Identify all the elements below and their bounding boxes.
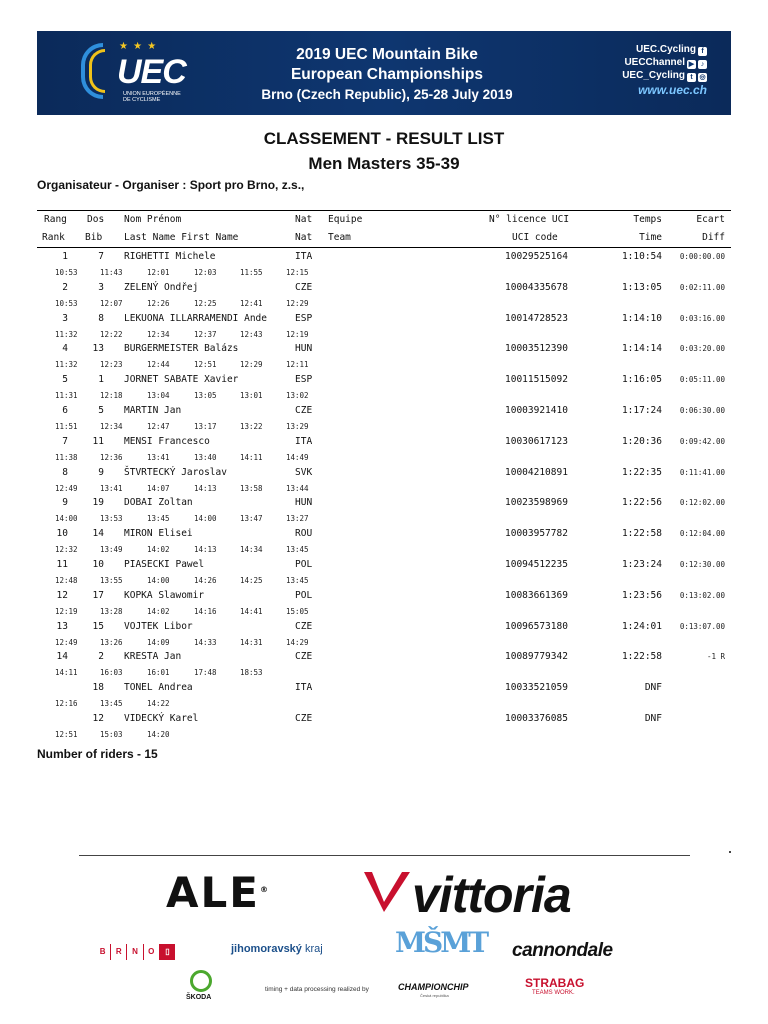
name-cell: VIDECKÝ Karel — [124, 713, 199, 724]
lap-time-cell: 12:29 — [240, 360, 263, 370]
lap-time-cell: 12:47 — [147, 422, 170, 431]
uci-code-cell: 10094512235 — [505, 559, 568, 570]
lap-time-cell: 10:53 — [55, 298, 78, 308]
nat-cell: ITA — [295, 251, 313, 262]
lap-time-cell: 13:58 — [240, 483, 263, 493]
lap-time-cell: 13:49 — [100, 545, 123, 555]
bib-cell: 12 — [92, 713, 104, 724]
strabag-tagline: TEAMS WORK. — [532, 990, 575, 996]
lap-time-cell: 14:20 — [147, 730, 170, 739]
name-cell: TONEL Andrea — [124, 682, 193, 694]
lap-time-cell: 17:48 — [194, 668, 217, 678]
bib-cell: 17 — [92, 589, 104, 601]
time-cell: 1:13:05 — [621, 281, 662, 293]
diff-cell: 0:05:11.00 — [679, 375, 725, 385]
rank-cell: 3 — [62, 312, 68, 324]
nat-cell: CZE — [295, 651, 313, 663]
lap-time-cell: 12:49 — [55, 483, 78, 493]
lap-time-cell: 13:45 — [100, 699, 123, 709]
nat-cell: HUN — [295, 497, 313, 509]
bib-cell: 3 — [98, 281, 104, 293]
social-links — [597, 43, 707, 97]
timing-credit: timing + data processing realized by — [265, 986, 369, 993]
championchip-sub: Česká republika — [420, 993, 449, 998]
header-diff-en: Diff — [702, 232, 725, 243]
lap-time-cell: 13:04 — [147, 391, 170, 401]
lap-time-cell: 12:51 — [194, 360, 217, 370]
social-facebook[interactable]: UEC.Cycling f — [597, 43, 707, 56]
header-bib-en: Bib — [85, 232, 103, 243]
lap-time-cell: 14:02 — [147, 606, 170, 616]
rank-cell: 11 — [56, 559, 68, 570]
stars-icon: ★ ★ ★ — [119, 41, 158, 52]
lap-time-cell: 12:48 — [55, 576, 78, 585]
lap-time-cell: 14:00 — [147, 576, 170, 585]
lap-time-cell: 12:49 — [55, 637, 78, 647]
header-name-en: Last Name First Name — [124, 232, 239, 243]
lap-time-cell: 13:27 — [286, 514, 309, 524]
lap-time-cell: 11:38 — [55, 452, 78, 462]
lap-time-cell: 12:11 — [286, 360, 309, 370]
lap-time-cell: 13:53 — [100, 514, 123, 524]
lap-time-cell: 14:26 — [194, 576, 217, 585]
skoda-label: ŠKODA — [186, 994, 212, 1001]
uci-code-cell: 10004335678 — [505, 281, 568, 293]
header-time-en: Time — [639, 232, 662, 243]
time-cell: 1:14:10 — [621, 312, 662, 324]
rank-cell: 9 — [62, 497, 68, 509]
lap-time-cell: 11:43 — [100, 268, 123, 277]
bib-cell: 19 — [92, 497, 104, 509]
rank-cell: 7 — [62, 435, 68, 447]
nat-cell: CZE — [295, 405, 313, 416]
instagram-icon: ◎ — [699, 74, 706, 81]
lap-time-cell: 13:44 — [286, 483, 309, 493]
ale-logo: ALE® — [166, 868, 270, 917]
bib-cell: 13 — [92, 343, 104, 355]
lap-time-cell: 18:53 — [240, 668, 263, 678]
lap-time-cell: 12:44 — [147, 360, 170, 370]
bib-cell: 1 — [98, 374, 104, 386]
document-title: CLASSEMENT - RESULT LIST — [263, 129, 505, 148]
bib-cell: 9 — [98, 466, 104, 478]
uci-code-cell: 10003921410 — [505, 405, 568, 416]
lap-time-cell: 12:22 — [100, 329, 123, 339]
lap-time-cell: 12:34 — [147, 329, 170, 339]
lap-time-cell: 14:34 — [240, 545, 263, 555]
website-link[interactable]: www.uec.ch — [638, 83, 707, 97]
uci-code-cell: 10089779342 — [505, 651, 568, 663]
lap-time-cell: 12:07 — [100, 298, 123, 308]
diff-cell: 0:11:41.00 — [679, 467, 725, 477]
lap-time-cell: 12:03 — [194, 268, 217, 277]
name-cell: KRESTA Jan — [124, 651, 182, 663]
lap-time-cell: 14:22 — [147, 699, 170, 709]
sponsor-divider — [79, 855, 690, 856]
social-twitter[interactable]: UEC_Cycling t ◎ — [622, 70, 706, 81]
lap-time-cell: 13:45 — [286, 545, 309, 555]
nat-cell: ROU — [295, 528, 313, 540]
lap-time-cell: 11:51 — [55, 422, 78, 431]
name-cell: RIGHETTI Michele — [124, 251, 216, 262]
name-cell: BURGERMEISTER Balázs — [124, 343, 239, 355]
time-cell: 1:22:58 — [621, 528, 662, 540]
time-cell: 1:17:24 — [621, 405, 662, 416]
time-cell: 1:23:24 — [621, 559, 662, 570]
lap-time-cell: 13:55 — [100, 576, 123, 585]
bib-cell: 10 — [92, 559, 104, 570]
lap-time-cell: 14:00 — [55, 514, 78, 524]
lap-time-cell: 12:34 — [100, 422, 123, 431]
name-cell: MIRON Elisei — [124, 528, 193, 540]
header-team-fr: Equipe — [328, 214, 363, 225]
lap-time-cell: 14:13 — [194, 545, 217, 555]
name-cell: JORNET SABATE Xavier — [124, 374, 239, 386]
uci-code-cell: 10083661369 — [505, 589, 568, 601]
nat-cell: POL — [295, 589, 313, 601]
name-cell: ZELENÝ Ondřej — [124, 281, 199, 293]
bib-cell: 18 — [92, 682, 104, 694]
table-header-rule — [37, 247, 731, 248]
nat-cell: ITA — [295, 682, 313, 694]
brno-logo: B R N O ▯ — [95, 944, 175, 960]
cannondale-logo: cannondale — [512, 940, 613, 961]
uci-code-cell: 10011515092 — [505, 374, 568, 386]
lap-time-cell: 13:45 — [286, 576, 309, 585]
lap-time-cell: 12:25 — [194, 298, 217, 308]
uci-code-cell: 10003376085 — [505, 713, 568, 724]
diff-cell: 0:13:07.00 — [679, 621, 725, 631]
vittoria-logo: vittoria — [412, 867, 571, 923]
uec-logo: UEC — [117, 53, 186, 91]
lap-time-cell: 13:41 — [147, 452, 170, 462]
lap-time-cell: 12:01 — [147, 268, 170, 277]
organiser-line: Organisateur - Organiser : Sport pro Brno, z.s., — [37, 178, 305, 192]
lap-time-cell: 13:47 — [240, 514, 263, 524]
name-cell: DOBAI Zoltan — [124, 497, 193, 509]
lap-time-cell: 12:23 — [100, 360, 123, 370]
lap-time-cell: 14:11 — [240, 452, 263, 462]
bib-cell: 5 — [98, 405, 104, 416]
lap-time-cell: 14:00 — [194, 514, 217, 524]
lap-time-cell: 14:31 — [240, 637, 263, 647]
lap-time-cell: 15:05 — [286, 606, 309, 616]
header-name-fr: Nom Prénom — [124, 214, 182, 225]
lap-time-cell: 12:32 — [55, 545, 78, 555]
bib-cell: 8 — [98, 312, 104, 324]
lap-time-cell: 16:01 — [147, 668, 170, 678]
time-cell: 1:23:56 — [621, 589, 662, 601]
rank-cell: 13 — [56, 620, 68, 632]
uci-code-cell: 10003957782 — [505, 528, 568, 540]
nat-cell: HUN — [295, 343, 313, 355]
lap-time-cell: 14:29 — [286, 637, 309, 647]
uci-code-cell: 10030617123 — [505, 435, 568, 447]
bib-cell: 7 — [98, 251, 104, 262]
lap-time-cell: 16:03 — [100, 668, 123, 678]
lap-time-cell: 14:33 — [194, 637, 217, 647]
lap-time-cell: 13:01 — [240, 391, 263, 401]
vittoria-v-icon — [362, 868, 412, 916]
uci-code-cell: 10003512390 — [505, 343, 568, 355]
lap-time-cell: 13:45 — [147, 514, 170, 524]
lap-time-cell: 14:41 — [240, 606, 263, 616]
time-cell: DNF — [644, 713, 662, 724]
diff-cell: -1 R — [706, 652, 725, 662]
lap-time-cell: 13:05 — [194, 391, 217, 401]
table-top-rule — [37, 210, 731, 211]
tiktok-icon: ♪ — [698, 60, 707, 69]
riders-count: Number of riders - 15 — [37, 747, 158, 761]
bib-cell: 11 — [92, 435, 104, 447]
event-title-line3: Brno (Czech Republic), 25-28 July 2019 — [261, 87, 513, 102]
lap-time-cell: 14:13 — [194, 483, 217, 493]
skoda-logo-icon — [190, 970, 212, 992]
nat-cell: CZE — [295, 281, 313, 293]
lap-time-cell: 12:18 — [100, 391, 123, 401]
diff-cell: 0:13:02.00 — [679, 590, 725, 600]
time-cell: 1:22:56 — [621, 497, 662, 509]
uci-code-cell: 10023598969 — [505, 497, 568, 509]
nat-cell: ITA — [295, 435, 313, 447]
championchip-logo: CHAMPIONCHIP — [398, 982, 469, 992]
page-dot — [729, 851, 731, 853]
header-nat-fr: Nat — [295, 214, 313, 225]
jihomoravsky-kraj-logo: jihomoravský kraj — [231, 943, 323, 955]
header-rank-en: Rank — [42, 232, 65, 243]
nat-cell: ESP — [295, 374, 313, 386]
rank-cell: 10 — [56, 528, 68, 540]
rank-cell: 5 — [62, 374, 68, 386]
lap-time-cell: 11:55 — [240, 268, 263, 277]
lap-time-cell: 13:41 — [100, 483, 123, 493]
lap-time-cell: 11:32 — [55, 329, 78, 339]
header-nat-en: Nat — [295, 232, 313, 243]
diff-cell: 0:12:02.00 — [679, 498, 725, 508]
nat-cell: SVK — [295, 466, 313, 478]
diff-cell: 0:09:42.00 — [679, 436, 725, 446]
diff-cell: 0:02:11.00 — [679, 282, 725, 292]
category-title: Men Masters 35-39 — [308, 154, 460, 173]
rank-cell: 14 — [56, 651, 68, 663]
diff-cell: 0:12:04.00 — [679, 529, 725, 539]
lap-time-cell: 12:41 — [240, 298, 263, 308]
lap-time-cell: 14:49 — [286, 452, 309, 462]
name-cell: KOPKA Slawomir — [124, 589, 205, 601]
uci-code-cell: 10014728523 — [505, 312, 568, 324]
social-youtube[interactable]: UECChannel ▶ ♪ — [597, 56, 707, 69]
header-banner — [37, 31, 731, 115]
header-bib-fr: Dos — [87, 214, 105, 225]
lap-time-cell: 10:53 — [55, 268, 78, 277]
diff-cell: 0:03:20.00 — [679, 344, 725, 354]
lap-time-cell: 13:26 — [100, 637, 123, 647]
diff-cell: 0:06:30.00 — [679, 406, 725, 415]
lap-time-cell: 12:37 — [194, 329, 217, 339]
diff-cell: 0:03:16.00 — [679, 313, 725, 323]
name-cell: MENSI Francesco — [124, 435, 210, 447]
time-cell: 1:22:35 — [621, 466, 662, 478]
nat-cell: POL — [295, 559, 313, 570]
youtube-icon: ▶ — [688, 61, 695, 68]
lap-time-cell: 12:26 — [147, 298, 170, 308]
lap-time-cell: 14:02 — [147, 545, 170, 555]
header-diff-fr: Ecart — [696, 214, 725, 225]
uci-code-cell: 10033521059 — [505, 682, 568, 694]
bib-cell: 14 — [92, 528, 104, 540]
lap-time-cell: 14:25 — [240, 576, 263, 585]
lap-time-cell: 13:40 — [194, 452, 217, 462]
name-cell: ŠTVRTECKÝ Jaroslav — [124, 466, 227, 478]
lap-time-cell: 15:03 — [100, 730, 123, 739]
name-cell: VOJTEK Libor — [124, 620, 193, 632]
nat-cell: ESP — [295, 312, 313, 324]
rank-cell: 6 — [62, 405, 68, 416]
event-title — [227, 45, 547, 105]
lap-time-cell: 12:15 — [286, 268, 309, 277]
lap-time-cell: 12:19 — [55, 606, 78, 616]
time-cell: 1:16:05 — [621, 374, 662, 386]
time-cell: DNF — [644, 682, 662, 694]
rank-cell: 4 — [62, 343, 68, 355]
header-licence-fr: N° licence UCI — [489, 214, 570, 225]
bib-cell: 2 — [98, 651, 104, 663]
lap-time-cell: 14:09 — [147, 637, 170, 647]
lap-time-cell: 12:51 — [55, 730, 78, 739]
uci-code-cell: 10004210891 — [505, 466, 568, 478]
name-cell: LEKUONA ILLARRAMENDI Ande — [124, 312, 267, 324]
lap-time-cell: 14:16 — [194, 606, 217, 616]
facebook-icon: f — [698, 47, 707, 56]
lap-time-cell: 13:17 — [194, 422, 217, 431]
rank-cell: 1 — [62, 251, 68, 262]
nat-cell: CZE — [295, 713, 313, 724]
uci-code-cell: 10096573180 — [505, 620, 568, 632]
lap-time-cell: 14:07 — [147, 483, 170, 493]
diff-cell: 0:00:00.00 — [679, 252, 725, 261]
time-cell: 1:20:36 — [621, 435, 662, 447]
uec-logo-subtitle: UNION EUROPÉENNE DE CYCLISME — [123, 91, 181, 103]
uec-logo-swirl-accent-icon — [89, 49, 105, 93]
lap-time-cell: 13:02 — [286, 391, 309, 401]
uci-code-cell: 10029525164 — [505, 251, 568, 262]
lap-time-cell: 13:28 — [100, 606, 123, 616]
event-title-line1: 2019 UEC Mountain Bike — [296, 46, 478, 63]
lap-time-cell: 12:29 — [286, 298, 309, 308]
rank-cell: 2 — [62, 281, 68, 293]
strabag-logo: STRABAG — [525, 976, 585, 990]
time-cell: 1:24:01 — [621, 620, 662, 632]
diff-cell: 0:12:30.00 — [679, 560, 725, 569]
rank-cell: 8 — [62, 466, 68, 478]
name-cell: PIASECKI Pawel — [124, 559, 205, 570]
lap-time-cell: 13:29 — [286, 422, 309, 431]
header-rank-fr: Rang — [44, 214, 67, 225]
event-title-line2: European Championships — [290, 66, 484, 83]
time-cell: 1:14:14 — [621, 343, 662, 355]
header-team-en: Team — [328, 232, 351, 243]
time-cell: 1:22:58 — [621, 651, 662, 663]
lap-time-cell: 12:19 — [286, 329, 309, 339]
lap-time-cell: 14:11 — [55, 668, 78, 678]
time-cell: 1:10:54 — [621, 251, 662, 262]
lap-time-cell: 13:22 — [240, 422, 263, 431]
header-time-fr: Temps — [633, 214, 662, 225]
header-licence-en: UCI code — [512, 232, 558, 243]
msmt-logo: MŠMT — [395, 926, 487, 959]
bib-cell: 15 — [92, 620, 104, 632]
lap-time-cell: 11:32 — [55, 360, 78, 370]
name-cell: MARTIN Jan — [124, 405, 182, 416]
twitter-icon: t — [687, 73, 696, 82]
lap-time-cell: 11:31 — [55, 391, 78, 401]
rank-cell: 12 — [56, 589, 68, 601]
nat-cell: CZE — [295, 620, 313, 632]
lap-time-cell: 12:36 — [100, 452, 123, 462]
lap-time-cell: 12:43 — [240, 329, 263, 339]
lap-time-cell: 12:16 — [55, 699, 78, 709]
